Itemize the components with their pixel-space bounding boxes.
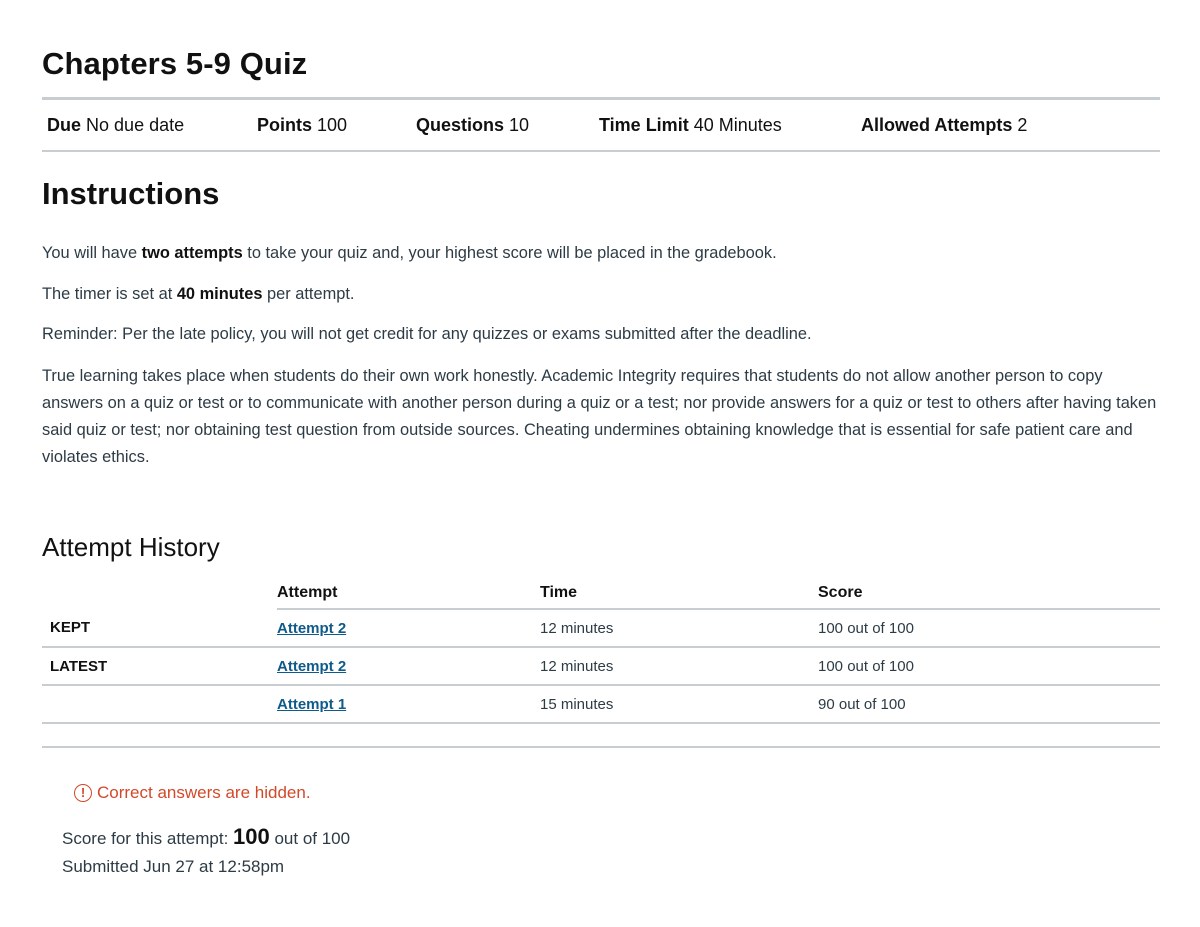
p2-text-b: per attempt. [262,285,355,303]
row-time: 15 minutes [540,685,818,723]
p1-text-a: You will have [42,244,142,262]
warning-circle-icon: ! [74,784,92,802]
attempt-history-heading: Attempt History [42,532,220,562]
questions-label: Questions [416,115,505,135]
time-limit-value: 40 Minutes [693,115,782,135]
row-status: KEPT [42,609,277,647]
questions-value: 10 [509,115,530,135]
instructions-heading: Instructions [42,176,220,211]
p2-bold: 40 minutes [176,285,263,303]
questions-detail [416,115,529,136]
instructions-paragraph-3: Reminder: Per the late policy, you will not get credit for any quizzes or exams submitted after the deadline. [42,325,812,343]
quiz-details-bar [42,97,1160,152]
row-time: 12 minutes [540,647,818,685]
time-limit-label: Time Limit [599,115,689,135]
score-suffix: out of 100 [269,829,351,848]
allowed-attempts-value: 2 [1017,115,1028,135]
points-value: 100 [317,115,348,135]
instructions-paragraph-1 [42,240,1162,267]
due-value: No due date [86,115,185,135]
quiz-title: Chapters 5-9 Quiz [42,46,308,81]
status-column-header [42,578,277,609]
table-row [42,685,1160,723]
allowed-attempts-label: Allowed Attempts [861,115,1013,135]
row-score: 100 out of 100 [818,647,1160,685]
due-detail [47,115,184,136]
attempt-link[interactable]: Attempt 2 [277,657,347,675]
table-header-row [42,578,1160,609]
points-label: Points [257,115,313,135]
due-label: Due [47,115,82,135]
table-row [42,609,1160,647]
score-prefix: Score for this attempt: [62,829,234,848]
points-detail [257,115,347,136]
row-attempt-cell [277,609,540,647]
divider [42,746,1160,748]
instructions-paragraph-4: True learning takes place when students do their own work honestly. Academic Integrity requires that students do not allow another person to copy answers on a quiz or test or to communicate with another person during a quiz or a test; nor provide answers for a quiz or test to others after having taken said quiz or test; nor obtaining test question from outside sources. Cheating undermines obtaining knowledge that is essential for safe patient care and violates ethics. [42,367,1157,466]
attempt-history-table [42,578,1160,724]
row-score: 100 out of 100 [818,609,1160,647]
row-attempt-cell [277,685,540,723]
attempt-score [62,824,350,850]
submitted-timestamp: Submitted Jun 27 at 12:58pm [62,857,285,876]
time-limit-detail [599,115,782,136]
attempt-column-header: Attempt [277,578,540,609]
answers-hidden-text: Correct answers are hidden. [97,783,311,802]
time-column-header: Time [540,578,818,609]
allowed-attempts-detail [861,115,1027,136]
row-status: LATEST [42,647,277,685]
p1-bold: two attempts [141,244,243,262]
attempt-link[interactable]: Attempt 2 [277,619,347,637]
score-column-header: Score [818,578,1160,609]
p1-text-b: to take your quiz and, your highest score will be placed in the gradebook. [242,244,777,262]
attempt-link[interactable]: Attempt 1 [277,695,347,713]
row-attempt-cell [277,647,540,685]
p2-text-a: The timer is set at [42,285,177,303]
table-row [42,647,1160,685]
row-score: 90 out of 100 [818,685,1160,723]
row-status [42,685,277,723]
score-value: 100 [233,824,270,849]
row-time: 12 minutes [540,609,818,647]
instructions-paragraph-2 [42,281,1162,308]
answers-hidden-notice [74,783,311,803]
